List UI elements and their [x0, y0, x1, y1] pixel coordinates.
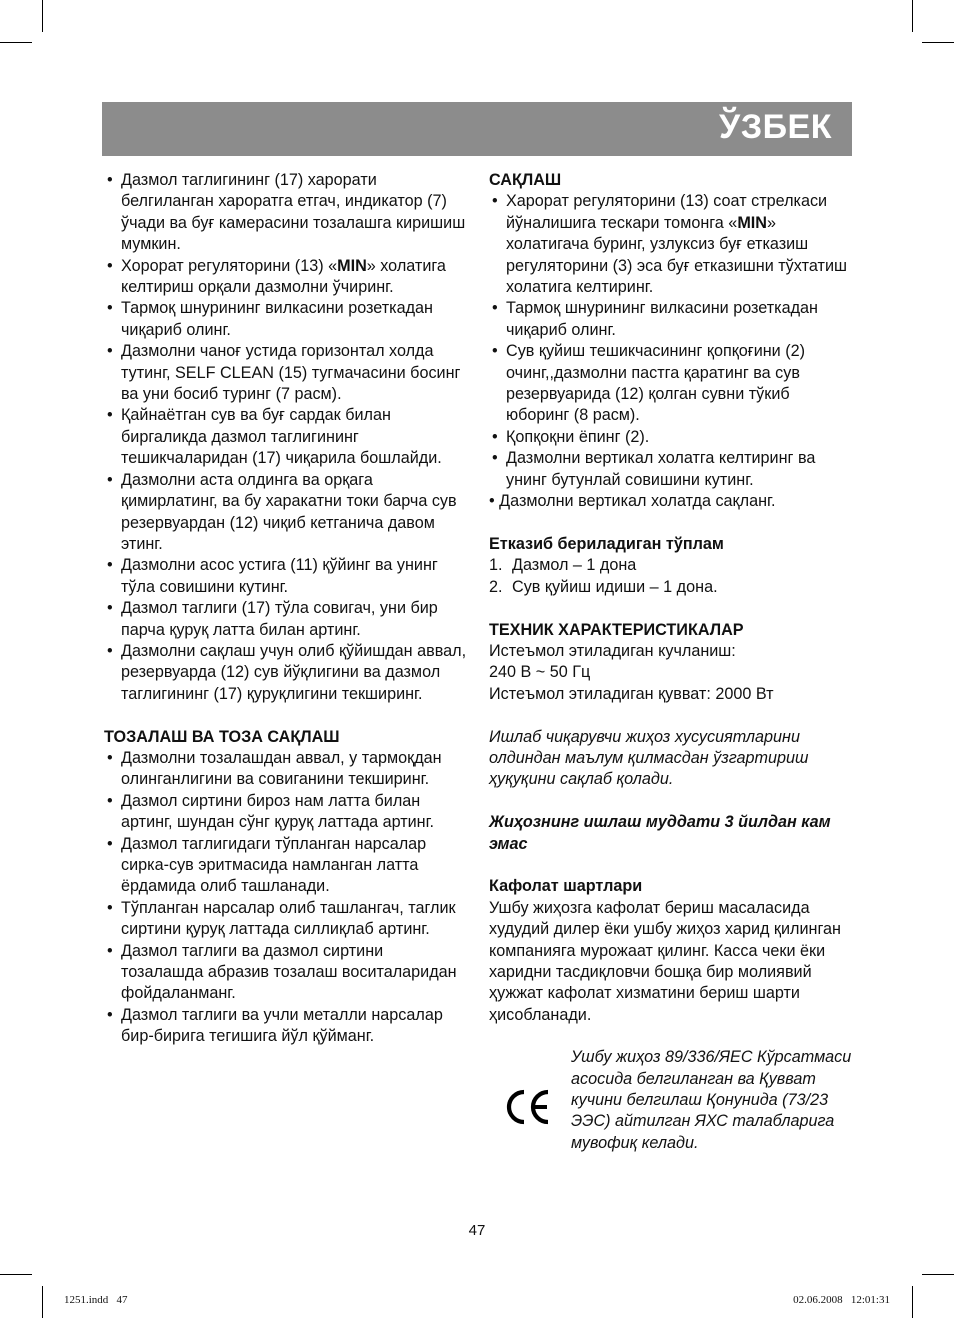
crop-mark: [922, 42, 954, 43]
crop-mark: [0, 42, 32, 43]
list-item: • Дазмол таглиги ва учли металли нарсалар бир-бирига тегишига йўл қўйманг.: [104, 1005, 468, 1048]
manufacturer-note: Ишлаб чиқарувчи жиҳоз хусусиятларини олдиндан маълум қилмасдан ўзгартириш ҳуқуқини сақлаб қолади.: [489, 727, 809, 789]
ce-mark-icon: [503, 1087, 555, 1127]
storage-list: [489, 191, 855, 491]
list-item: • Дазмол таглиги ва дазмол сиртини тозалашда абразив тозалаш воситаларидан фойдаланманг.: [104, 941, 468, 1005]
list-item: • Дазмолни тозалашдан аввал, у тармоқдан олинганлигини ва совиганини текширинг.: [104, 748, 468, 791]
page-number: 47: [468, 1222, 486, 1239]
list-item: • Тармоқ шнурининг вилкасини розеткадан чиқариб олинг.: [104, 298, 468, 341]
list-item: • Дазмол таглигининг (17) харорати белгиланган хароратга етгач, индикатор (7) ўчади ва буғ камерасини тозалашга киришиш мумкин.: [104, 170, 468, 256]
list-item: • Қопқоқни ёпинг (2).: [489, 427, 855, 448]
footer-timestamp: 02.06.2008 12:01:31: [793, 1294, 890, 1306]
list-item: • Дазмолни асос устига (11) қўйинг ва унинг тўла совишини кутинг.: [104, 555, 468, 598]
language-header-bar: [102, 102, 852, 156]
list-item: • Дазмол таглиги (17) тўла совигач, уни бир парча қуруқ латта билан артинг.: [104, 598, 468, 641]
tech-spec-line: Истеъмол этиладиган қувват: 2000 Вт: [489, 684, 774, 703]
list-item: • Қайнаётган сув ва буғ сардак билан биргаликда дазмол таглигининг тешикчаларидан (17) чиқарила бошлайди.: [104, 405, 468, 469]
crop-mark: [912, 1286, 913, 1318]
crop-mark: [922, 1274, 954, 1275]
language-title: ЎЗБЕК: [719, 108, 832, 146]
list-item: • Сув қуйиш тешикчасининг қопқоғини (2) очинг,,дазмолни пастга қаратинг ва сув резервуарида (12) қолган сувни тўкиб юборинг (8 расм).: [489, 341, 855, 427]
list-item: • Дазмолни аста олдинга ва орқага қимирлатинг, ва бу харакатни токи барча сув резервуардан (12) чиқиб кетганича давом этинг.: [104, 470, 468, 556]
list-item: • Тармоқ шнурининг вилкасини розеткадан чиқариб олинг.: [489, 298, 855, 341]
footer-file-name: 1251.indd 47: [64, 1294, 128, 1306]
descale-steps-list: [104, 170, 468, 705]
crop-mark: [0, 1274, 32, 1275]
tech-specs-heading: ТЕХНИК ХАРАКТЕРИСТИКАЛАР: [489, 620, 744, 639]
tech-spec-line: 240 В ~ 50 Гц: [489, 663, 591, 682]
storage-final-item: • Дазмолни вертикал холатда сақланг.: [489, 492, 776, 511]
list-item: • Дазмол таглигидаги тўпланган нарсалар сирка-сув эритмасида намланган латта ёрдамида олиб ташланади.: [104, 834, 468, 898]
list-item: • Дазмол сиртини бироз нам латта билан артинг, шундан сўнг қуруқ латтада артинг.: [104, 791, 468, 834]
ce-compliance-text: Ушбу жиҳоз 89/336/ЯЕС Кўрсатмаси асосида белгиланган ва Қувват кучини белгилаш Қонунида (73/23 ЭЭС) айтилган ЯХС талабларига мувофиқ келади.: [571, 1048, 852, 1152]
list-item: 2. Сув қуйиш идиши – 1 дона.: [489, 577, 718, 596]
warranty-text: Ушбу жиҳозга кафолат бериш масаласида худудий дилер ёки ушбу жиҳоз харид қилинган компанияга мурожаат қилинг. Касса чеки ёки харидни тасдиқловчи бошқа бир молиявий ҳужжат кафолат хизматини бериш шарти ҳисобланади.: [489, 898, 841, 1024]
crop-mark: [912, 0, 913, 32]
list-item: • Дазмолни чаноғ устида горизонтал холда тутинг, SELF CLEAN (15) тугмачасини босинг ва уни босиб туринг (7 расм).: [104, 341, 468, 405]
package-list: [489, 555, 855, 598]
cleaning-list: [104, 748, 468, 1048]
list-item: • Дазмолни вертикал холатга келтиринг ва унинг бутунлай совишини кутинг.: [489, 448, 855, 491]
list-item: • Дазмолни сақлаш учун олиб қўйишдан аввал, резервуарда (12) сув йўқлигини ва дазмол таглигининг (17) қуруқлигини текширинг.: [104, 641, 468, 705]
crop-mark: [42, 0, 43, 32]
package-heading: Етказиб бериладиган тўплам: [489, 534, 724, 553]
tech-spec-line: Истеъмол этиладиган кучланиш:: [489, 641, 736, 660]
list-item: • Хорорат регуляторини (13) «MIN» холатига келтириш орқали дазмолни ўчиринг.: [104, 256, 468, 299]
storage-heading: САҚЛАШ: [489, 171, 562, 189]
list-item: • Харорат регуляторини (13) соат стрелкаси йўналишига тескари томонга «MIN» холатигача буринг, узлуксиз буғ етказиш регуляторини (3) эса буғ етказишни тўхтатиш холатига келтиринг.: [489, 191, 855, 298]
ce-block: [489, 1047, 855, 1154]
cleaning-heading: ТОЗАЛАШ ВА ТОЗА САҚЛАШ: [104, 727, 340, 746]
right-column: [489, 170, 855, 1154]
crop-mark: [42, 1286, 43, 1318]
left-column: [104, 170, 468, 1048]
service-life-note: Жиҳознинг ишлаш муддати 3 йилдан кам эмас: [489, 813, 831, 853]
warranty-heading: Кафолат шартлари: [489, 877, 643, 896]
list-item: 1. Дазмол – 1 дона: [489, 556, 637, 575]
list-item: • Тўпланган нарсалар олиб ташлангач, таглик сиртини қуруқ латтада силлиқлаб артинг.: [104, 898, 468, 941]
